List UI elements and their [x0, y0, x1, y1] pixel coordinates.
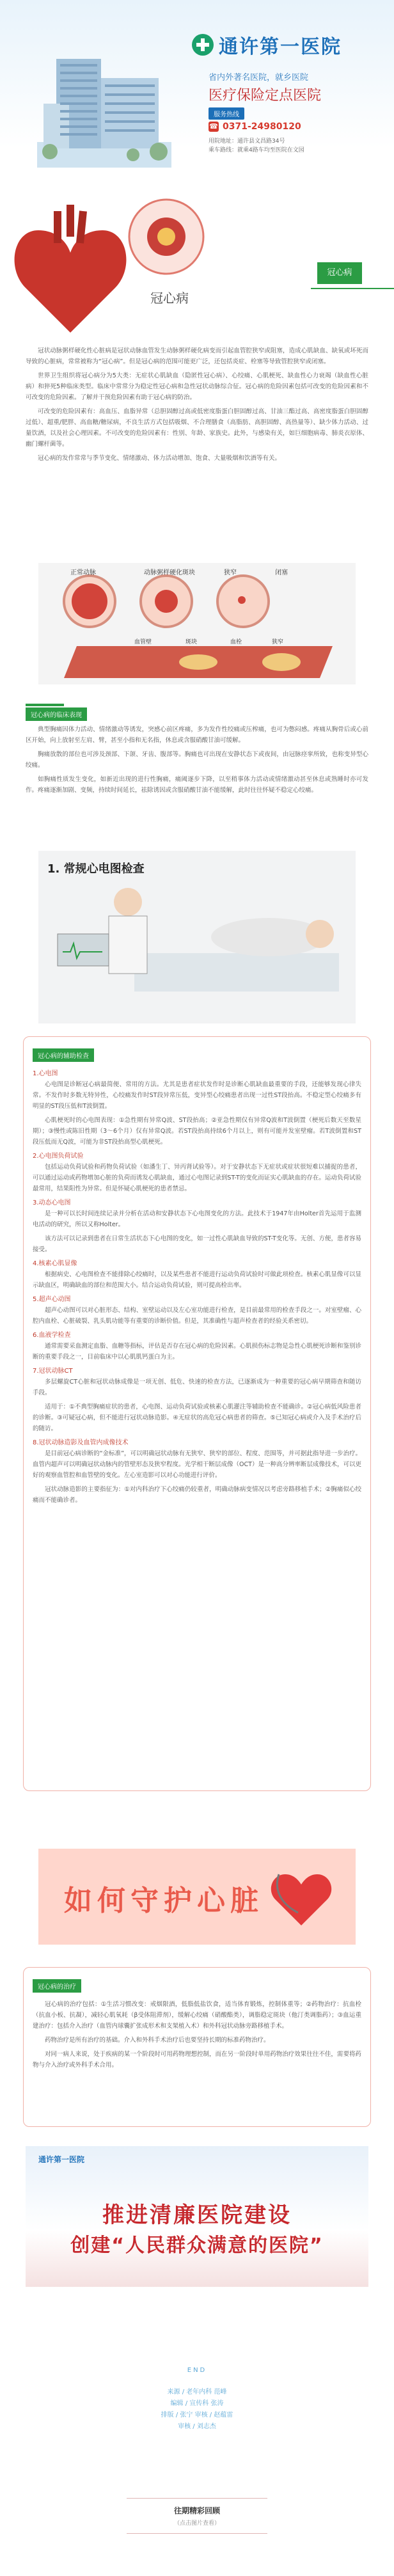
diagnosis-paragraph-11: 是目前冠心病诊断的“金标准”，可以明确冠状动脉有无狭窄、狭窄的部位、程度、范围等，并可据此指导进一步治疗。血管内超声可以明确冠状动脉内的管壁形态及狭窄程度。光学相干断层成像（OCT）是一种高分辨率断层成像技术，可以更好的观察血管腔和血管壁的变化。左心室造影可以对心功能进行评价。 [33, 1450, 361, 1479]
clinical-section-label: 冠心病的临床表现 [26, 707, 87, 721]
label-plaque-2: 斑块 [185, 639, 198, 645]
hospital-header [0, 0, 394, 211]
section-accent [26, 704, 64, 706]
intro-section [26, 345, 368, 467]
hotline[interactable] [209, 122, 301, 132]
diagnosis-heading-6: 6.血液学检查 [33, 1332, 71, 1339]
hotline-number[interactable]: 0371-24980120 [223, 122, 301, 132]
artery-figure [38, 563, 356, 684]
promo-line-2: 创建“人民群众满意的医院” [70, 2234, 324, 2257]
treatment-paragraph-1: 冠心病的治疗包括：①生活习惯改变：戒烟限酒，低脂低盐饮食，适当体育锻炼，控制体重等；②药物治疗：抗血栓（抗血小板、抗凝），减轻心肌氧耗（β受体阻滞剂），缓解心绞痛（硝酸酯类），调脂稳定斑块（他汀类调脂药）；③血运重建治疗：包括介入治疗（血管内球囊扩张成形术和支架植入术）和外科冠状动脉旁路移植手术。 [33, 2001, 361, 2030]
diagnosis-heading-1: 1.心电图 [33, 1070, 58, 1077]
ecg-illustration [38, 876, 356, 1023]
diagnosis-heading-2: 2.心电图负荷试验 [33, 1153, 84, 1160]
diagnosis-paragraph-2: 心肌梗死时的心电图表现：①急性期有异常Q波、ST段抬高；②亚急性期仅有异常Q波和T波倒置（梗死后数天至数星期）；③慢性或陈旧性期（3～6个月）仅有异常Q波。若ST段抬高持续6个月以上，则有可能并发室壁瘤。若T波倒置和ST段压低而无Q波，可能为非ST段抬高型心肌梗死。 [33, 1117, 361, 1146]
intro-paragraph-3: 可改变的危险因素有：高血压、血脂异常（总胆固醇过高或低密度脂蛋白胆固醇过高、甘油三酯过高、高密度脂蛋白胆固醇过低）、超重/肥胖、高血糖/糖尿病，不良生活方式包括吸烟、不合理膳食（高脂肪、高胆固醇、高热量等）、缺少体力活动、过量饮酒，以及社会心理因素。不可改变的危险因素有：性别、年龄、家族史。此外，与感染有关，如巨细胞病毒、肺炎衣原体、幽门螺杆菌等。 [26, 408, 368, 448]
credit-line-1: 来源 / 老年内科 范峰 [167, 2389, 227, 2396]
phone-icon: ☎ [209, 122, 218, 130]
diagnosis-heading-8: 8.冠状动脉造影及血管内成像技术 [33, 1439, 129, 1446]
intro-paragraph-2: 世界卫生组织将冠心病分为5大类：无症状心肌缺血（隐匿性冠心病）、心绞痛、心肌梗死、缺血性心力衰竭（缺血性心脏病）和猝死5种临床类型。临床中常常分为稳定性冠心病和急性冠状动脉综合征。冠心病的危险因素包括可改变的危险因素和不可改变的危险因素。了解并干预危险因素有助于冠心病的防治。 [26, 372, 368, 401]
label-clot: 血栓 [230, 639, 242, 645]
footer [0, 2367, 394, 2433]
topic-tag: 冠心病 [317, 262, 362, 284]
clinical-paragraph-1: 典型胸痛因体力活动、情绪激动等诱发，突感心前区疼痛，多为发作性绞痛或压榨痛，也可为憋闷感。疼痛从胸骨后或心前区开始，向上放射至左肩、臂，甚至小指和无名指，休息或含服硝酸甘油可缓解。 [26, 726, 368, 744]
diagnosis-box [23, 1036, 371, 1791]
intro-paragraph-1: 冠状动脉粥样硬化性心脏病是冠状动脉血管发生动脉粥样硬化病变而引起血管腔狭窄或阻塞，造成心肌缺血、缺氧或坏死而导致的心脏病，常常被称为“冠心病”。但是冠心病的范围可能更广泛，还包括炎症、栓塞等导致管腔狭窄或闭塞。 [26, 347, 368, 365]
treatment-paragraph-3: 对同一病人来说，处于疾病的某一个阶段时可用药物理想控制，而在另一阶段时单用药物治疗效果往往不佳，需要将药物与介入治疗或外科手术合用。 [33, 2051, 361, 2069]
label-plaque: 动脉粥样硬化斑块 [144, 569, 195, 576]
hospital-cross-icon [192, 34, 214, 56]
diagnosis-heading-5: 5.超声心动图 [33, 1296, 71, 1303]
diagnosis-heading-3: 3.动态心电图 [33, 1199, 71, 1206]
clinical-section [26, 724, 368, 799]
address-line-1: 用院地址：通许县文昌路34号 [209, 138, 285, 145]
diagnosis-paragraph-4: 是一种可以长时间连续记录并分析在活动和安静状态下心电图变化的方法。此技术于1947年由Holter首先运用于监测电活动的研究，所以又称Holter。 [33, 1210, 361, 1228]
guard-heart-banner [38, 1849, 356, 1945]
hospital-address [209, 137, 304, 155]
credit-line-3: 排版 / 张宁 审核 / 赵蕴雷 [161, 2412, 233, 2419]
diagnosis-heading-7: 7.冠状动脉CT [33, 1368, 73, 1375]
past-highlights-title[interactable]: 往期精彩回顾 [173, 2506, 220, 2515]
promo-line-1: 推进清廉医院建设 [102, 2202, 292, 2228]
diagnosis-paragraph-12: 冠状动脉造影的主要指征为：①对内科治疗下心绞痛仍较重者，明确动脉病变情况以考虑旁路移植手术；②胸痛似心绞痛而不能确诊者。 [33, 1486, 361, 1504]
treatment-section-label: 冠心病的治疗 [33, 1979, 81, 1993]
artery-diagram [38, 563, 356, 684]
credit-line-2: 编辑 / 宣传科 张涛 [170, 2400, 224, 2407]
end-label: END [187, 2367, 207, 2374]
diagnosis-paragraph-9: 多层螺旋CT心脏和冠状动脉成像是一项无创、低危、快速的检查方法，已逐渐成为一种重要的冠心病早期筛查和随访手段。 [33, 1379, 361, 1396]
diagnosis-paragraph-3: 包括运动负荷试验和药物负荷试验（如潘生丁、异丙肾试验等）。对于安静状态下无症状或症状很短难以捕捉的患者，可以通过运动或药物增加心脏的负荷而诱发心肌缺血，通过心电图记录到ST-T的变化而证实心肌缺血的存在。运动负荷试验最常用，结果阳性为异常。但是怀疑心肌梗死的患者禁忌。 [33, 1164, 361, 1192]
diagnosis-paragraph-1: 心电图是诊断冠心病最简便、常用的方法。尤其是患者症状发作时是诊断心肌缺血最重要的手段，还能够发现心律失常。不发作时多数无特异性，心绞痛发作时ST段异常压低，变异型心绞痛患者出现一过性ST段抬高。不稳定型心绞痛多有明显的ST段压低和T波倒置。 [33, 1081, 361, 1110]
diagnosis-paragraph-7: 超声心动图可以对心脏形态、结构、室壁运动以及左心室功能进行检查，是目前最常用的检查手段之一。对室壁瘤、心腔内血栓、心脏破裂、乳头肌功能等有重要的诊断价值。但是，其准确性与超声检查者的经验关系密切。 [33, 1307, 361, 1325]
hospital-logo [192, 31, 342, 59]
clinical-paragraph-3: 如胸痛性质发生变化，如新近出现的进行性胸痛，痛阈逐步下降，以至稍事体力活动或情绪激动甚至休息或熟睡时亦可发作。疼痛逐渐加剧、变频，持续时间延长，祛除诱因或含服硝酸甘油不能缓解，此时往往怀疑不稳定心绞痛。 [26, 776, 368, 794]
credit-line-4: 审核 / 刘志杰 [178, 2423, 216, 2430]
diagnosis-heading-4: 4.核素心肌显像 [33, 1260, 77, 1267]
treatment-box [23, 1967, 371, 2127]
hospital-building-illustration [37, 46, 171, 168]
label-normal: 正常动脉 [70, 569, 96, 576]
past-highlights-sub: （点击图片查看） [173, 2520, 220, 2527]
label-wall: 血管壁 [134, 639, 152, 645]
hospital-name: 通许第一医院 [219, 36, 342, 58]
heart-illustration-block [0, 192, 394, 371]
diagnosis-section-label: 冠心病的辅助检查 [33, 1048, 94, 1062]
guard-banner-title: 如何守护心脏 [64, 1885, 264, 1917]
hospital-headline: 医疗保险定点医院 [209, 88, 322, 104]
treatment-paragraph-2: 药物治疗是所有治疗的基础。介入和外科手术治疗后也要坚持长期的标准药物治疗。 [45, 2037, 270, 2044]
clinical-paragraph-2: 胸痛放散的部位也可涉及颈部、下颌、牙齿、腹部等。胸痛也可出现在安静状态下或夜间，由冠脉痉挛所致，也称变异型心绞痛。 [26, 751, 368, 769]
diagnosis-paragraph-5: 该方法可以记录到患者在日常生活状态下心电图的变化，如一过性心肌缺血导致的ST-T变化等。无创、方便，患者容易接受。 [33, 1235, 361, 1253]
label-stenosis: 狭窄 [272, 639, 284, 645]
promo-hospital-name: 通许第一医院 [38, 2155, 85, 2164]
diagnosis-paragraph-8: 通常需要采血测定血脂、血糖等指标，评估是否存在冠心病的危险因素。心肌损伤标志物是急性心肌梗死诊断和鉴别诊断的重要手段之一，目前临床中以心肌肌钙蛋白为主。 [33, 1343, 361, 1361]
intro-paragraph-4: 冠心病的发作常常与季节变化、情绪激动、体力活动增加、饱食、大量吸烟和饮酒等有关。 [38, 455, 281, 462]
heart-image-label: 冠心病 [150, 290, 189, 306]
promo-banner [0, 2140, 394, 2300]
heart-stethoscope-icon [266, 1868, 336, 1932]
hotline-label: 服务热线 [209, 107, 244, 120]
ecg-caption: 1. 常规心电图检查 [47, 862, 145, 876]
label-block: 闭塞 [275, 569, 288, 576]
diagnosis-paragraph-6: 根据病史、心电图检查不能排除心绞痛时，以及某些患者不能进行运动负荷试验时可做此项检查。核素心肌显像可以显示缺血区，明确缺血的部位和范围大小。结合运动负荷试验，则可提高检出率。 [33, 1271, 361, 1289]
hospital-tagline: 省内外著名医院，就乡医院 [209, 73, 309, 83]
diagnosis-paragraph-10: 适用于：①不典型胸痛症状的患者，心电图、运动负荷试验或核素心肌灌注等辅助检查不能确诊。②冠心病低风险患者的诊断。③可疑冠心病，但不能进行冠状动脉造影。④无症状的高危冠心病患者的筛查。⑤已知冠心病或介入及手术治疗后的随访。 [33, 1403, 361, 1432]
address-line-2: 乘车路线：就乘4路车均至医院在文园 [209, 147, 304, 154]
heart-illustration [0, 192, 217, 339]
past-highlights[interactable] [127, 2498, 267, 2534]
label-narrow: 狭窄 [224, 569, 237, 576]
ecg-figure [38, 851, 356, 1023]
